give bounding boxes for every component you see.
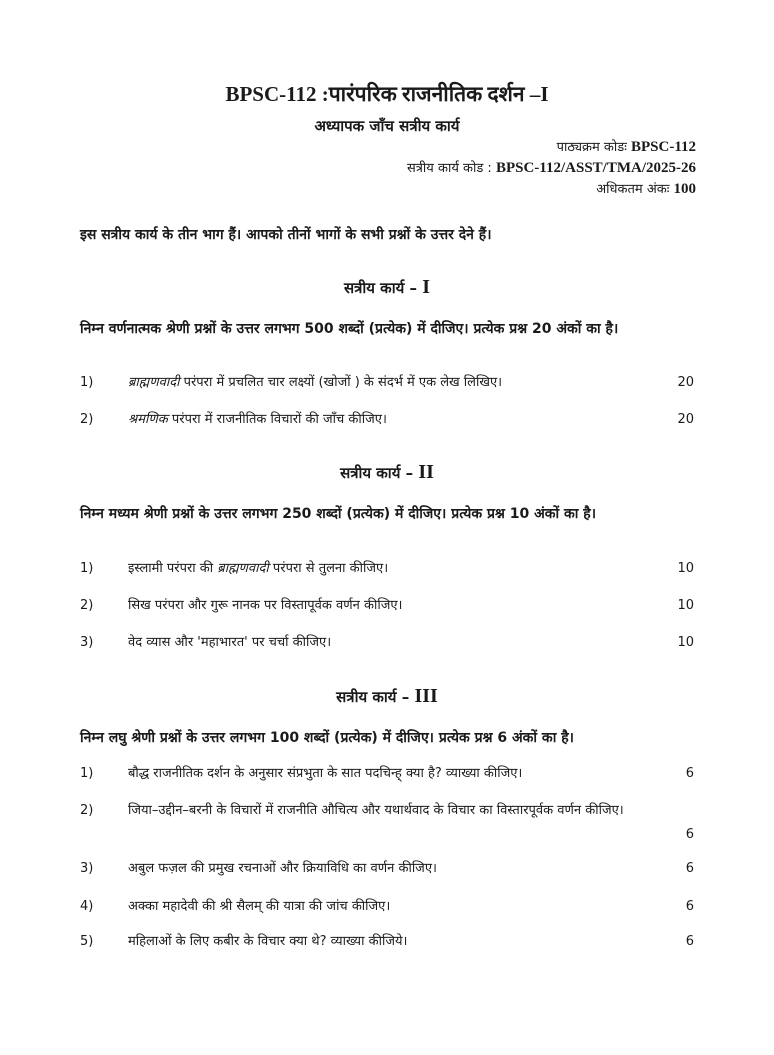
question-marks: 6 [685, 899, 694, 914]
question-text: बौद्ध राजनीतिक दर्शन के अनुसार संप्रभुता के सात पदचिन्ह् क्या है? व्याख्या कीजिए। [128, 766, 523, 781]
section-heading-2 [0, 461, 774, 484]
section-heading-3 [0, 685, 774, 708]
question-text: महिलाओं के लिए कबीर के विचार क्या थे? व्याख्या कीजिये। [128, 934, 408, 949]
assignment-code: BPSC-112/ASST/TMA/2025-26 [495, 160, 696, 176]
question-marks: 10 [677, 598, 694, 613]
question-number: 2) [80, 412, 94, 427]
section-instruction-2: निम्न मध्यम श्रेणी प्रश्नों के उत्तर लगभग 250 शब्दों (प्रत्येक) में दीजिए। प्रत्येक प्रश्न 10 अंकों का है। [80, 506, 597, 522]
question-number: 1) [80, 375, 94, 390]
course-code: BPSC-112 [630, 139, 696, 155]
question-number: 1) [80, 766, 94, 781]
question-number: 1) [80, 561, 94, 576]
section-instruction-1: निम्न वर्णनात्मक श्रेणी प्रश्नों के उत्तर लगभग 500 शब्दों (प्रत्येक) में दीजिए। प्रत्येक प्रश्न 20 अंकों का है। [80, 321, 619, 337]
max-marks-line [596, 179, 696, 198]
section-roman: I [422, 276, 431, 298]
question-number: 4) [80, 899, 94, 914]
question-marks: 10 [677, 561, 694, 576]
max-marks: 100 [673, 181, 696, 197]
course-code-label: पाठ्यक्रम कोडः [556, 140, 627, 155]
question-text: इस्लामी परंपरा की ब्राह्मणवादी परंपरा से तुलना कीजिए। [128, 561, 389, 576]
question-text: सिख परंपरा और गुरू नानक पर विस्तापूर्वक वर्णन कीजिए। [128, 598, 403, 613]
question-marks: 20 [677, 375, 694, 390]
page-subtitle: अध्यापक जाँच सत्रीय कार्य [314, 117, 460, 135]
max-marks-label: अधिकतम अंकः [596, 182, 670, 197]
question-text: ब्राह्मणवादी परंपरा में प्रचलित चार लक्ष्यों (खोजों ) के संदर्भ में एक लेख लिखिए। [128, 375, 503, 390]
question-marks: 20 [677, 412, 694, 427]
question-number: 2) [80, 803, 94, 818]
section-heading-1 [0, 276, 774, 299]
course-code-line [557, 137, 696, 156]
question-text: अबुल फज़ल की प्रमुख रचनाओं और क्रियाविधि का वर्णन कीजिए। [128, 861, 437, 876]
question-number: 3) [80, 635, 94, 650]
question-number: 3) [80, 861, 94, 876]
question-marks: 6 [685, 827, 694, 842]
question-marks: 6 [685, 861, 694, 876]
assignment-code-line [407, 158, 696, 177]
question-marks: 10 [677, 635, 694, 650]
question-marks: 6 [685, 934, 694, 949]
section-roman: II [418, 461, 434, 483]
question-text: जिया–उद्दीन–बरनी के विचारों में राजनीति औचित्य और यथार्थवाद के विचार का विस्तारपूर्वक वर्णन कीजिए। [128, 803, 624, 818]
question-marks: 6 [685, 766, 694, 781]
section-label: सत्रीय कार्य – [340, 464, 414, 482]
page-title: BPSC-112 :पारंपरिक राजनीतिक दर्शन –I [225, 82, 549, 106]
intro-text: इस सत्रीय कार्य के तीन भाग हैं। आपको तीनों भागों के सभी प्रश्नों के उत्तर देने हैं। [80, 227, 492, 243]
section-instruction-3: निम्न लघु श्रेणी प्रश्नों के उत्तर लगभग 100 शब्दों (प्रत्येक) में दीजिए। प्रत्येक प्रश्न 6 अंकों का है। [80, 730, 574, 746]
section-roman: III [414, 685, 438, 707]
question-number: 5) [80, 934, 94, 949]
section-label: सत्रीय कार्य – [336, 688, 410, 706]
question-text: वेद व्यास और 'महाभारत' पर चर्चा कीजिए। [128, 635, 332, 650]
question-text: श्रमणिक परंपरा में राजनीतिक विचारों की जाँच कीजिए। [128, 412, 387, 427]
question-text: अक्का महादेवी की श्री सैलम् की यात्रा की जांच कीजिए। [128, 899, 391, 914]
assignment-code-label: सत्रीय कार्य कोड : [406, 161, 492, 176]
question-number: 2) [80, 598, 94, 613]
section-label: सत्रीय कार्य – [343, 279, 418, 297]
